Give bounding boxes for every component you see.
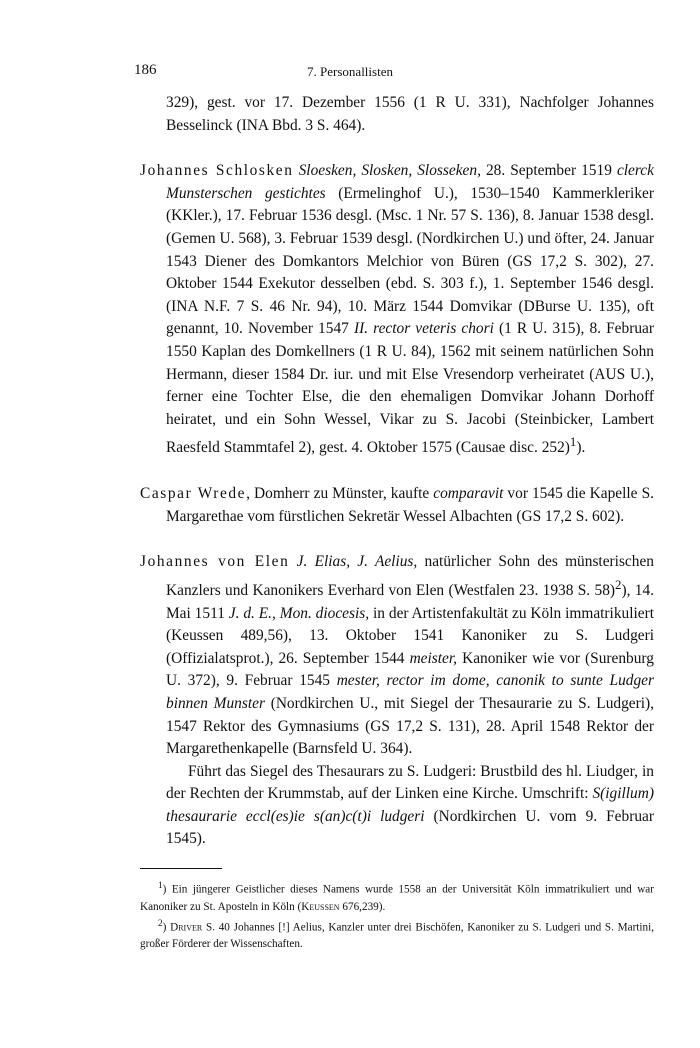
entry-text: ), 14. Mai 1511 (166, 581, 654, 622)
entry-text: Führt das Siegel des Thesaurars zu S. Ludgeri: Brustbild des hl. Liudger, in der Rechten der Krummstab, auf der Linken eine Kirche. Umschrift: (166, 762, 654, 803)
entry-text: vor 1545 die Kapelle S. Margarethae vom fürstlichen Sekretär Wessel Albachten (GS 17,2 S. 602). (166, 485, 654, 525)
entry-johannes-schlosken (140, 160, 654, 460)
footnote-text: 676,239). (342, 900, 386, 913)
main-text (140, 92, 654, 874)
person-name: Johannes Schlosken (140, 162, 294, 180)
quotation: comparavit (433, 485, 504, 503)
entry-text: (Nordkirchen U. vom 9. Februar 1545). (166, 807, 654, 848)
entry-text: (1 R U. 315), 8. Februar 1550 Kaplan des Domkellners (1 R U. 84), 1562 mit seinem natürlichen Sohn Hermann, dieser 1584 Dr. iur. und mit Else Vresendorp verheiratet (AUS U.), ferner eine Tochter Else, die den ehemaligen Domvikar Johann Dorhoff heiratet, und ein Sohn Wessel, Vikar zu S. Jacobi (Steinbicker, Lambert Raesfeld Stammtafel 2), gest. 4. Oktober 1575 (Causae disc. 252) (166, 320, 654, 457)
footnote-author: Driver (170, 921, 203, 934)
quotation: J. d. E., Mon. diocesis, (228, 604, 370, 622)
footnote-text: ) Ein jüngerer Geistlicher dieses Namens wurde 1558 an der Universität Köln immatrikuliert und war Kanoniker zu St. Aposteln in Köln ( (140, 883, 654, 913)
footnote-text: ) (162, 921, 171, 934)
quotation: meister, (409, 649, 458, 667)
name-variants: Sloesken, Slosken, Slosseken, (298, 162, 481, 180)
entry-text: 28. September 1519 (485, 162, 612, 180)
entry-text: natürlicher Sohn des münsterischen Kanzlers und Kanonikers Everhard von Elen (Westfalen 23. 1938 S. 58) (166, 553, 654, 599)
entry-text: Kanoniker wie vor (Surenburg U. 372), 9. Februar 1545 (166, 649, 654, 690)
entry-text: 329), gest. vor 17. Dezember 1556 (1 R U. 331), Nachfolger Johannes Besselinck (INA Bbd. 3 S. 464). (166, 94, 654, 134)
name-variants: J. Elias, J. Aelius, (296, 553, 418, 571)
entry-continuation (140, 92, 654, 137)
entry-text: (Ermelinghof U.), 1530–1540 Kammerkleriker (KKler.), 17. Februar 1536 desgl. (Msc. 1 Nr. 57 S. 136), 8. Januar 1538 desgl. (Gemen U. 568), 3. Februar 1539 desgl. (Nordkirchen U.) und öfter, 24. Januar 1543 Diener des Domkantors Melchior von Büren (GS 17,2 S. 302), 27. Oktober 1544 Exekutor desselben (ebd. S. 303 f.), 1. September 1546 desgl. (INA N.F. 7 S. 46 Nr. 94), 10. März 1544 Domvikar (DBurse U. 135), oft genannt, 10. November 1547 (166, 184, 654, 338)
entry-johannes-von-elen (140, 551, 654, 851)
person-name: Johannes von Elen (140, 553, 290, 571)
entry-text: (Nordkirchen U., mit Siegel der Thesaurarie zu S. Ludgeri), 1547 Rektor des Gymnasiums (GS 17,2 S. 131), 28. April 1548 Rektor der Margarethenkapelle (Barnsfeld U. 364). (166, 694, 654, 758)
entry-text: in der Artistenfakultät zu Köln immatrikuliert (Keussen 489,56), 13. Oktober 1541 Kanoniker zu S. Ludgeri (Offizialatsprot.), 26. September 1544 (166, 604, 654, 667)
entry-text: ). (576, 439, 586, 457)
running-head: 7. Personallisten (307, 64, 393, 79)
entry-caspar-wrede (140, 483, 654, 528)
footnote-mark: 1 (158, 881, 163, 891)
footnote-1 (140, 878, 654, 916)
page-number: 186 (134, 62, 157, 78)
entry-text: , Domherr zu Münster, kaufte (246, 485, 430, 503)
seal-inscription: S(igillum) thesaurarie eccl(es)ie s(an)c(t)i ludgeri (166, 785, 654, 825)
person-name: Caspar Wrede (140, 485, 247, 503)
footnote-rule (140, 868, 222, 869)
footnote-text: S. 40 Johannes [!] Aelius, Kanzler unter drei Bischöfen, Kanoniker zu S. Ludgeri und S. Martini, großer Förderer der Wissenschaften. (140, 921, 655, 951)
footnote-author: Keussen (301, 900, 340, 913)
footnote-mark: 2 (158, 918, 163, 929)
quotation: II. rector veteris chori (353, 320, 494, 338)
footnote-2 (140, 916, 654, 954)
footnote-ref: 1 (569, 435, 577, 450)
quotation: mester, rector im dome, canonik to sunte Ludger binnen Munster (166, 672, 654, 712)
quotation: clerck Munsterschen gestichtes (166, 162, 654, 202)
footnotes (140, 878, 654, 953)
footnote-ref: 2 (615, 577, 622, 592)
